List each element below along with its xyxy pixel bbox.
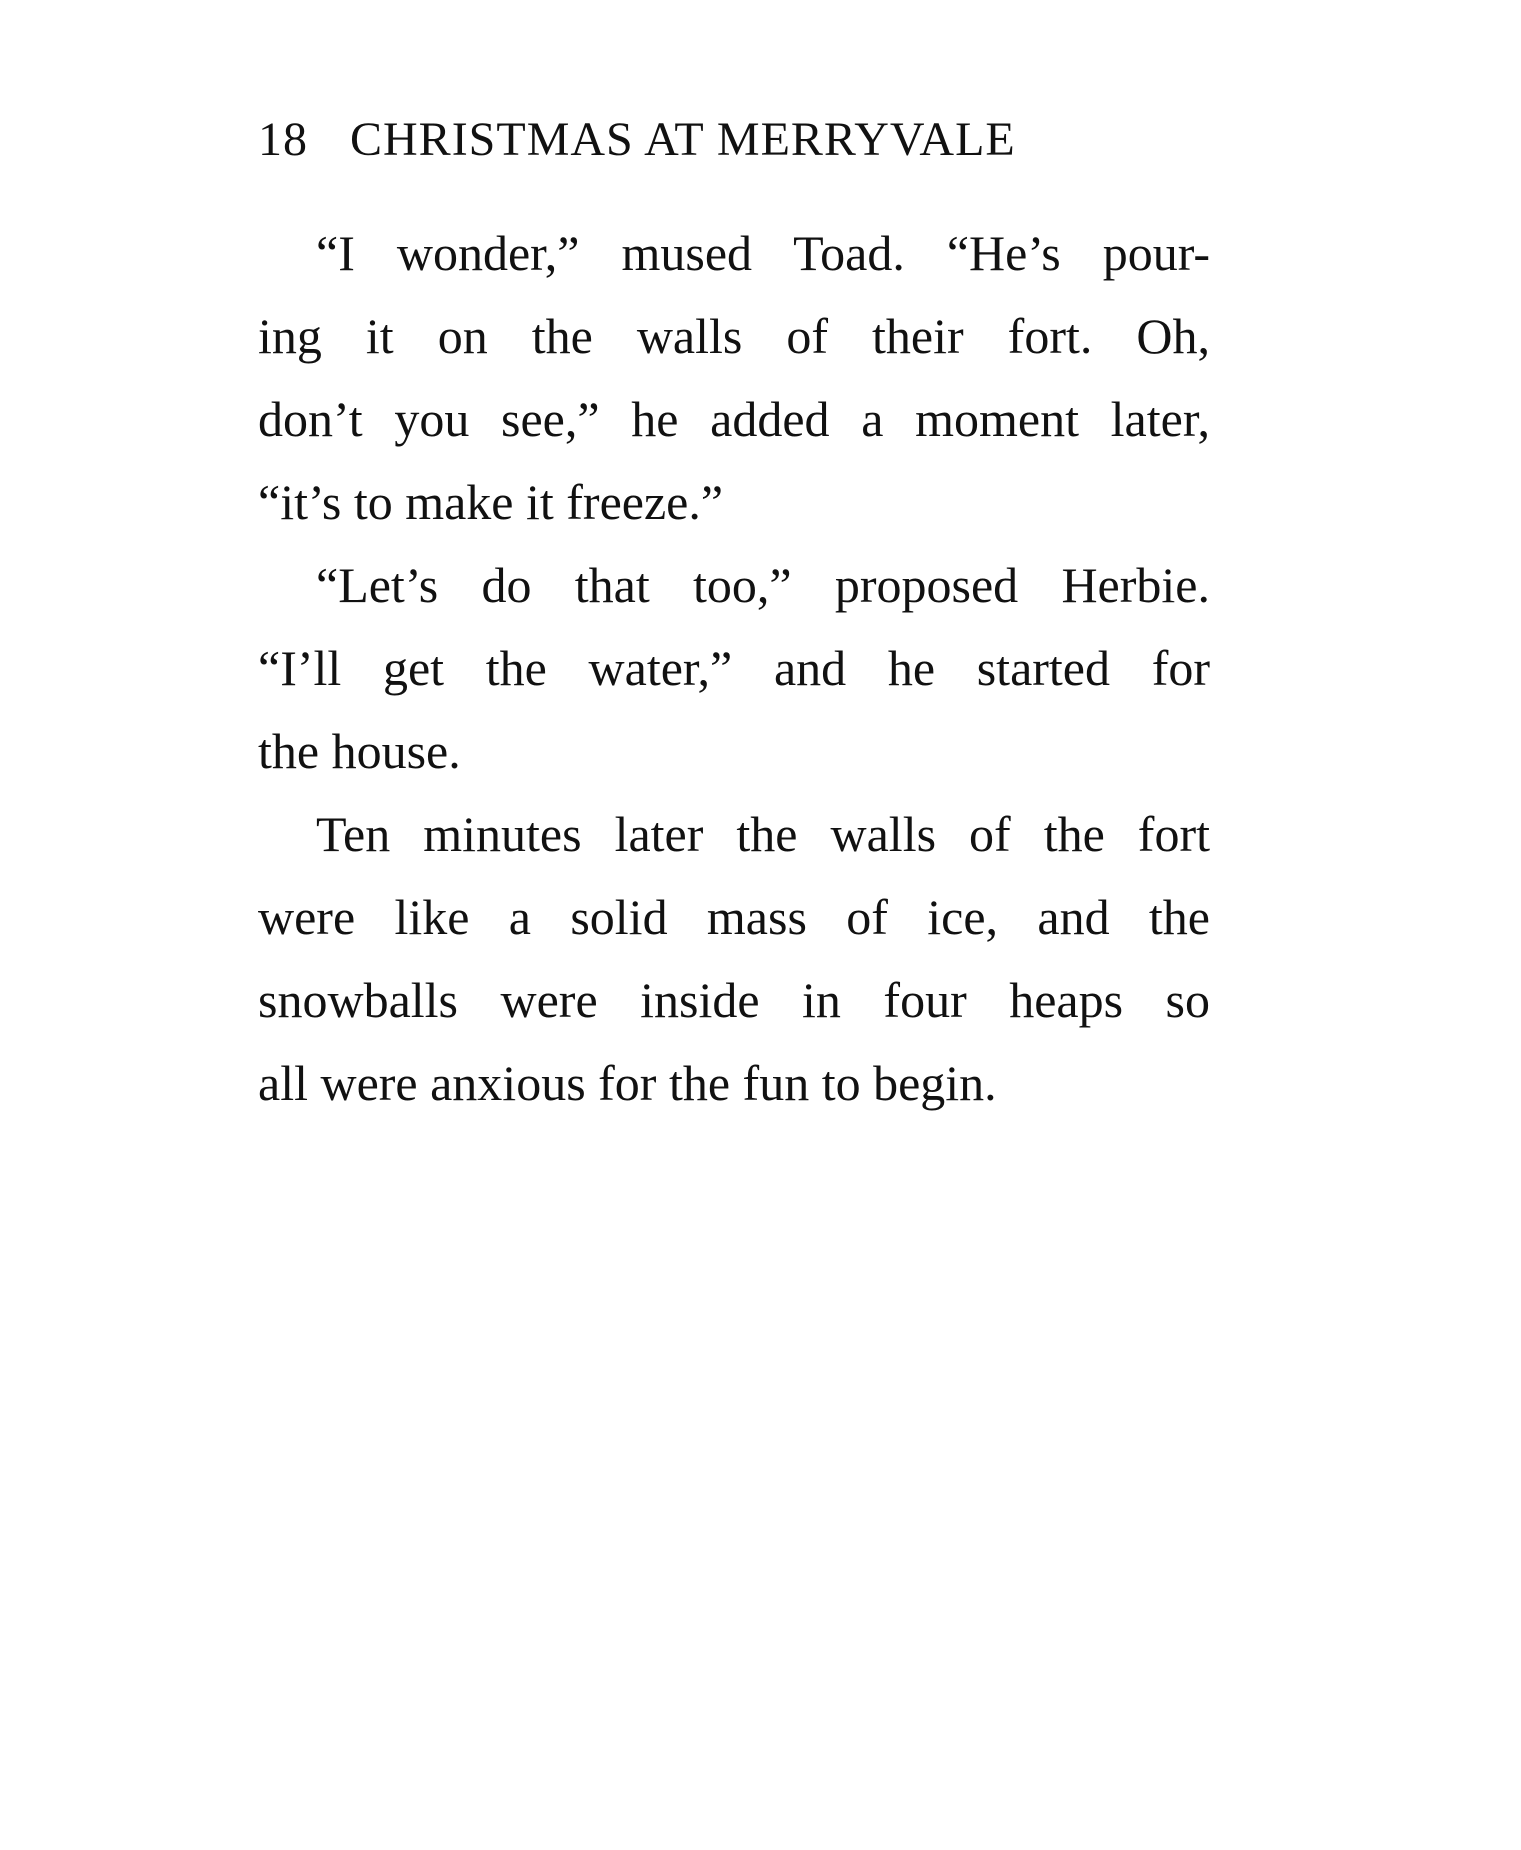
text-line: Ten minutes later the walls of the fort: [316, 806, 1210, 862]
running-head-title: CHRISTMAS AT MERRYVALE: [350, 113, 1016, 166]
running-head: [258, 108, 1218, 172]
text-line: don’t you see,” he added a moment later,: [258, 391, 1210, 447]
paragraph-1: [258, 212, 1210, 544]
text-line: “I wonder,” mused Toad. “He’s pour-: [316, 225, 1210, 281]
text-line: all were anxious for the fun to begin.: [258, 1055, 997, 1111]
text-line: “it’s to make it freeze.”: [258, 474, 724, 530]
text-line: “Let’s do that too,” proposed Herbie.: [316, 557, 1210, 613]
text-line: the house.: [258, 723, 461, 779]
text-line: snowballs were inside in four heaps so: [258, 972, 1210, 1028]
text-line: “I’ll get the water,” and he started for: [258, 640, 1210, 696]
text-line: were like a solid mass of ice, and the: [258, 889, 1210, 945]
text-line: ing it on the walls of their fort. Oh,: [258, 308, 1210, 364]
paragraph-2: [258, 544, 1210, 793]
paragraph-3: [258, 793, 1210, 1125]
page-number: 18: [258, 113, 308, 166]
body-text: [258, 212, 1210, 1125]
